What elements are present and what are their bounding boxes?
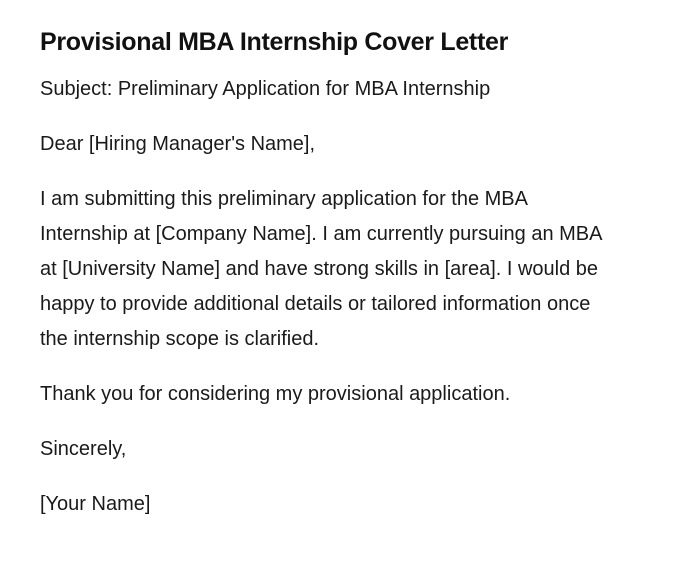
- closing: Sincerely,: [40, 438, 127, 460]
- salutation: Dear [Hiring Manager's Name],: [40, 133, 316, 155]
- signature: [Your Name]: [40, 493, 151, 515]
- document-title: Provisional MBA Internship Cover Letter: [40, 28, 509, 56]
- subject-line: Subject: Preliminary Application for MBA Internship: [40, 78, 491, 100]
- thanks-line: Thank you for considering my provisional application.: [40, 383, 511, 405]
- body-paragraph: I am submitting this preliminary application for the MBA Internship at [Company Name]. I am currently pursuing an MBA at [University Name] and have strong skills in [area]. I would be happy to provide additional details or tailored information once the internship scope is clarified.: [40, 188, 602, 350]
